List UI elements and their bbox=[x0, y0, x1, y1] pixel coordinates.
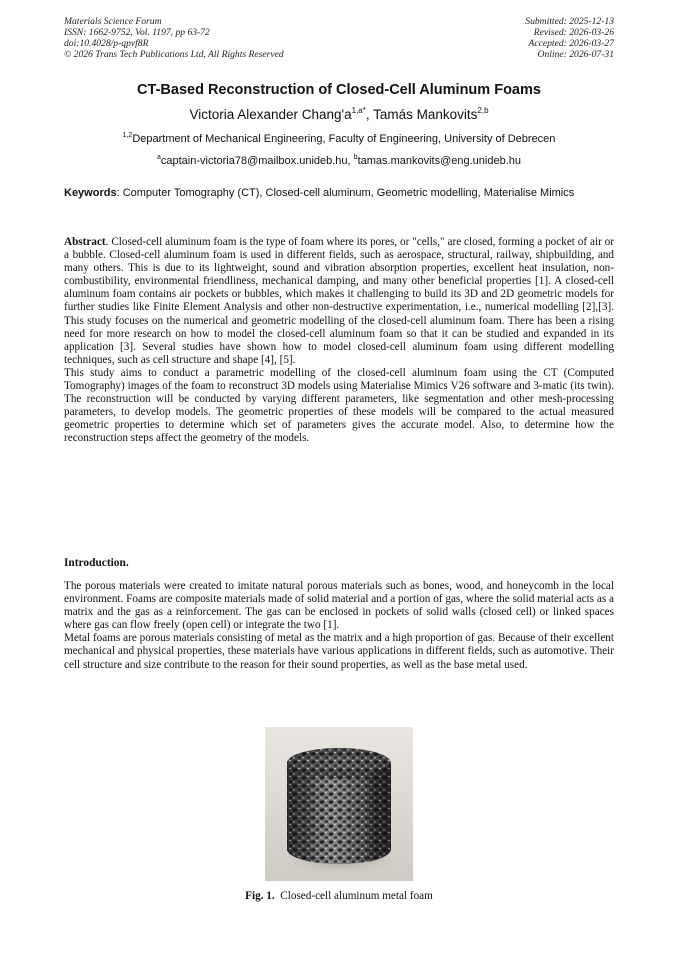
email-separator: , bbox=[347, 155, 354, 167]
foam-photo bbox=[265, 727, 413, 881]
figure-caption bbox=[0, 890, 678, 902]
author-list bbox=[0, 106, 678, 122]
journal-copyright: © 2026 Trans Tech Publications Ltd, All Rights Reserved bbox=[64, 49, 284, 60]
journal-name: Materials Science Forum bbox=[64, 16, 162, 27]
keywords-label: Keywords bbox=[64, 187, 117, 199]
submitted-date: Submitted: 2025-12-13 bbox=[525, 16, 614, 27]
abstract-label: Abstract bbox=[64, 236, 106, 248]
keywords bbox=[64, 187, 614, 200]
introduction-paragraph-1: The porous materials were created to imitate natural porous materials such as bones, wood, and honeycomb in the local environment. Foams are composite materials made of solid material and a portion of gas, where the solid material acts as a matrix and the gas as a reinforcement. The gas can be enclosed in pockets of solid walls (closed cell) or linked spaces where gas can flow freely (open cell) or integrate the two [1]. bbox=[64, 580, 614, 632]
journal-header-left bbox=[64, 16, 284, 60]
figure-label: Fig. 1. bbox=[245, 890, 275, 902]
abstract-section bbox=[64, 236, 614, 446]
journal-header-right bbox=[525, 16, 614, 60]
email-b[interactable]: tamas.mankovits@eng.unideb.hu bbox=[357, 155, 522, 167]
paper-title: CT-Based Reconstruction of Closed-Cell Aluminum Foams bbox=[137, 82, 541, 98]
revised-date: Revised: 2026-03-26 bbox=[533, 27, 614, 38]
abstract-p1-text: . Closed-cell aluminum foam is the type of foam where its pores, or "cells," are closed, forming a pocket of air or a bubble. Closed-cell aluminum foam is used in different fields, such as aerospace, structural, railway, shipbuilding, and many others. This is due to its lightweight, sound and vibration absorption properties, excellent heat insulation, non-combustibility, environmental friendliness, mechanical damping, and many other beneficial properties [1]. A closed-cell aluminum foam contains air pockets or bubbles, which makes it challenging to build its 3D and 2D geometric models for further studies like Finite Element Analysis and other non-destructive experimentation, i.e., numerical modelling [2],[3]. This study focuses on the numerical and geometric modelling of the closed-cell aluminum foam. There has been a rising need for more research on how to model the closed-cell aluminum foam so that it can be studied and expanded in its application [3]. Several studies have shown how to model closed-cell aluminum foam using different modelling techniques, such as cell structure and shape [4], [5]. bbox=[64, 236, 614, 366]
author-emails bbox=[0, 154, 678, 167]
keywords-text: : Computer Tomography (CT), Closed-cell aluminum, Geometric modelling, Materialise Mimics bbox=[116, 187, 575, 199]
accepted-date: Accepted: 2026-03-27 bbox=[528, 38, 614, 49]
author-1: Victoria Alexander Chang'a bbox=[189, 107, 352, 122]
introduction-heading: Introduction. bbox=[64, 557, 129, 569]
figure-caption-text: Closed-cell aluminum metal foam bbox=[280, 890, 433, 902]
journal-doi: doi:10.4028/p-qpvf8R bbox=[64, 38, 149, 49]
email-a-sup: a bbox=[156, 154, 161, 161]
journal-issn: ISSN: 1662-9752, Vol. 1197, pp 63-72 bbox=[64, 27, 210, 38]
online-date: Online: 2026-07-31 bbox=[537, 49, 614, 60]
affiliation-text: Department of Mechanical Engineering, Faculty of Engineering, University of Debrecen bbox=[132, 133, 556, 145]
author-2: Tamás Mankovits bbox=[373, 107, 478, 122]
author-2-sup: 2,b bbox=[477, 106, 489, 115]
introduction-section bbox=[64, 580, 614, 672]
affiliation-sup: 1,2 bbox=[122, 132, 133, 139]
introduction-paragraph-2: Metal foams are porous materials consisting of metal as the matrix and a high proportion of gas. Because of their excellent mechanical and physical properties, these materials have various applications in different fields, such as automotive. Their cell structure and size contribute to the reason for their sound properties, as well as the base metal used. bbox=[64, 632, 614, 671]
author-separator: , bbox=[365, 107, 374, 122]
author-1-sup: 1,a* bbox=[351, 106, 366, 115]
abstract-paragraph-2: This study aims to conduct a parametric modelling of the closed-cell aluminum foam using the CT (Computed Tomography) images of the foam to reconstruct 3D models using Materialise Mimics V26 software and 3-matic (its twin). The reconstruction will be conducted by varying different parameters, like segmentation and other mesh-processing parameters, to develop models. The geometric properties of these models will be compared to the actual measured geometric properties to determine which set of parameters gives the accurate model. Also, to determine how the reconstruction steps affect the geometry of the models. bbox=[64, 366, 614, 445]
abstract-paragraph-1 bbox=[64, 236, 614, 367]
email-a[interactable]: captain-victoria78@mailbox.unideb.hu bbox=[160, 155, 348, 167]
affiliation bbox=[0, 132, 678, 145]
email-b-sup: b bbox=[353, 154, 358, 161]
